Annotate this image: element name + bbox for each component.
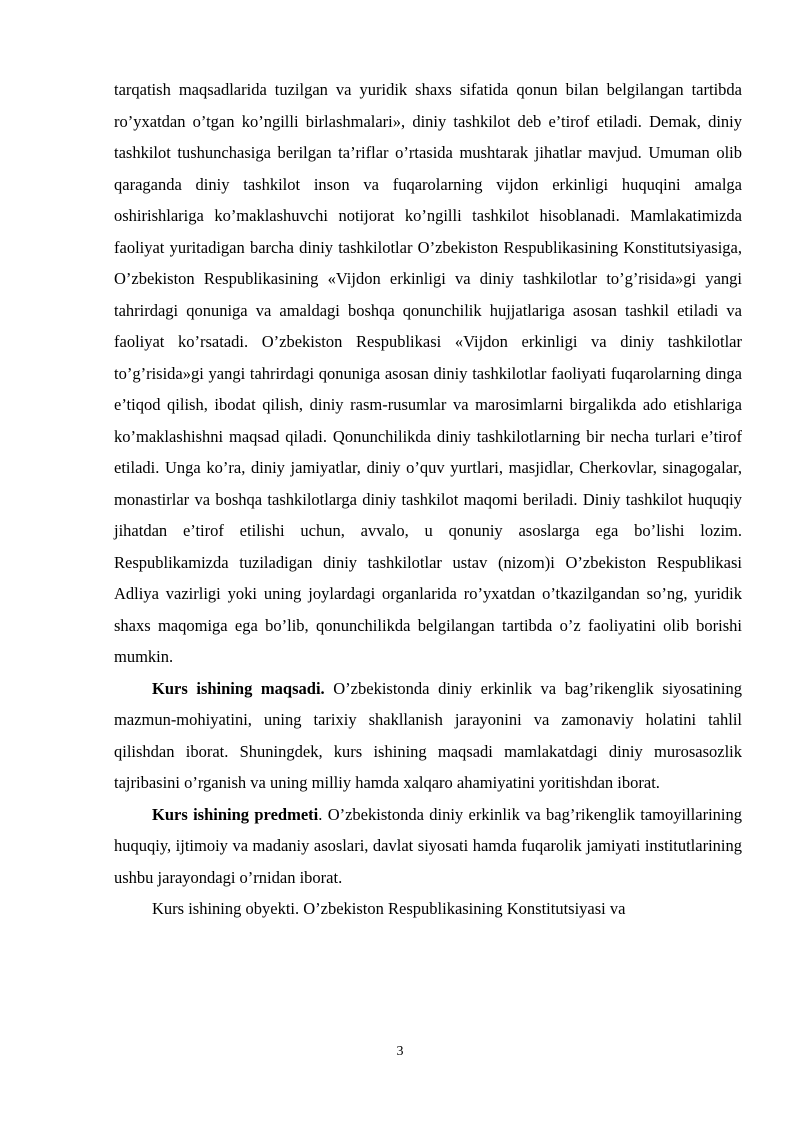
- course-subject-text: . O’zbekistonda diniy erkinlik va bag’rikenglik tamoyillarining huquqiy, ijtimoiy va madaniy asoslari, davlat siyosati hamda fuqarolik jamiyati institutlarining ushbu jarayondagi o’rnidan iborat.: [114, 804, 743, 887]
- paragraph-course-subject: [114, 799, 742, 894]
- paragraph-course-goal: [114, 673, 742, 799]
- paragraph-religious-organizations: tarqatish maqsadlarida tuzilgan va yuridik shaxs sifatida qonun bilan belgilangan tartibda ro’yxatdan o’tgan ko’ngilli birlashmalari», diniy tashkilot deb e’tirof etiladi. Demak, diniy tashkilot tushunchasiga berilgan ta’riflar o’rtasida mushtarak jihatlar mavjud. Umuman olib qaraganda diniy tashkilot inson va fuqarolarning vijdon erkinligi huquqini amalga oshirishlariga ko’maklashuvchi notijorat ko’ngilli tashkilot hisoblanadi. Mamlakatimizda faoliyat yuritadigan barcha diniy tashkilotlar O’zbekiston Respublikasining Konstitutsiyasiga, O’zbekiston Respublikasining «Vijdon erkinligi va diniy tashkilotlar to’g’risida»gi yangi tahrirdagi qonuniga va amaldagi boshqa qonunchilik hujjatlariga asosan tashkil etiladi va faoliyat ko’rsatadi. O’zbekiston Respublikasi «Vijdon erkinligi va diniy tashkilotlar to’g’risida»gi yangi tahrirdagi qonuniga asosan diniy tashkilotlar faoliyati fuqarolarning dinga e’tiqod qilish, ibodat qilish, diniy rasm-rusumlar va marosimlarni birgalikda ado etishlariga ko’maklashishni maqsad qiladi. Qonunchilikda diniy tashkilotlarning bir necha turlari e’tirof etiladi. Unga ko’ra, diniy jamiyatlar, diniy o’quv yurtlari, masjidlar, Cherkovlar, sinagogalar, monastirlar va boshqa tashkilotlarga diniy tashkilot maqomi beriladi. Diniy tashkilot huquqiy jihatdan e’tirof etilishi uchun, avvalo, u qonuniy asoslarga ega bo’lishi lozim. Respublikamizda tuziladigan diniy tashkilotlar ustav (nizom)i O’zbekiston Respublikasi Adliya vazirligi yoki uning joylardagi organlarida ro’yxatdan o’tkazilgandan so’ng, yuridik shaxs maqomiga ega bo’lib, qonunchilikda belgilangan tartibda o’z faoliyatini olib borishi mumkin.: [114, 80, 742, 666]
- body-text: [114, 74, 742, 925]
- course-subject-heading: Kurs ishining predmeti: [152, 804, 319, 824]
- paragraph-course-object: Kurs ishining obyekti. O’zbekiston Respublikasining Konstitutsiyasi va: [152, 899, 626, 918]
- course-goal-text: O’zbekistonda diniy erkinlik va bag’rikenglik siyosatining mazmun-mohiyatini, uning tarixiy shakllanish jarayonini va zamonaviy holatini tahlil qilishdan iborat. Shuningdek, kurs ishining maqsadi mamlakatdagi diniy murosasozlik tajribasini o’rganish va uning milliy hamda xalqaro ahamiyatini yoritishdan iborat.: [114, 678, 742, 792]
- page-number: 3: [396, 1044, 404, 1059]
- course-goal-heading: Kurs ishining maqsadi.: [152, 678, 325, 698]
